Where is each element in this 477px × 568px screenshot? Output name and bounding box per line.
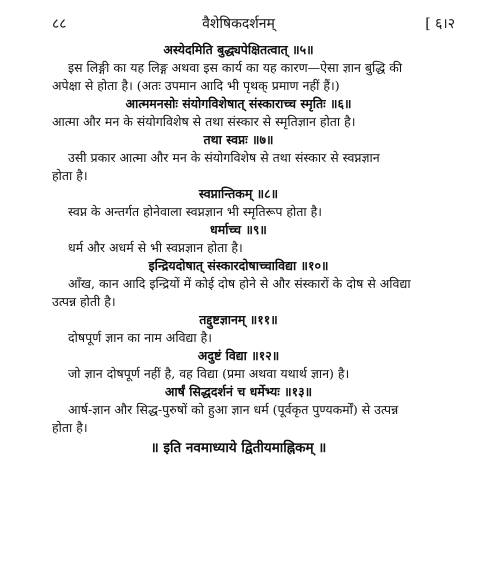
sutra-line: इन्द्रियदोषात् संस्कारदोषाच्चाविद्या ॥१०॥ xyxy=(148,258,329,273)
sutra-line: आत्ममनसोः संयोगविशेषात् संस्काराच्च स्मृतिः ॥६॥ xyxy=(125,96,352,111)
sutra-line: अदुष्टं विद्या ॥१२॥ xyxy=(197,348,280,363)
commentary-line: अपेक्षा से होता है। (अतः उपमान आदि भी पृथक् प्रमाण नहीं हैं।) xyxy=(52,78,340,93)
running-title: वैशेषिकदर्शनम् xyxy=(202,16,275,32)
commentary-line: दोषपूर्ण ज्ञान का नाम अविद्या है। xyxy=(68,330,213,345)
commentary-line: आर्ष-ज्ञान और सिद्ध-पुरुषों को हुआ ज्ञान धर्म (पूर्वकृत पुण्यकर्मों) से उत्पन्न xyxy=(68,402,399,417)
commentary-line: आत्मा और मन के संयोगविशेष से तथा संस्कार से स्मृतिज्ञान होता है। xyxy=(52,114,356,129)
sutra-line: आर्षं सिद्धदर्शनं च धर्मेभ्यः ॥१३॥ xyxy=(164,384,313,399)
commentary-line: जो ज्ञान दोषपूर्ण नहीं है, वह विद्या (प्रमा अथवा यथार्थ ज्ञान) है। xyxy=(68,366,350,381)
commentary-line: उसी प्रकार आत्मा और मन के संयोगविशेष से तथा संस्कार से स्वप्नज्ञान xyxy=(68,150,380,165)
page-number: ८८ xyxy=(52,16,67,32)
commentary-line: होता है। xyxy=(52,420,88,435)
sutra-line: तद्दुष्टज्ञानम् ॥११॥ xyxy=(199,312,278,327)
commentary-line: होता है। xyxy=(52,168,88,183)
sutra-line: ॥ इति नवमाध्याये द्वितीयमाह्निकम् ॥ xyxy=(150,440,327,456)
commentary-line: उत्पन्न होती है। xyxy=(52,294,116,309)
sutra-line: स्वप्नान्तिकम् ॥८॥ xyxy=(198,186,279,201)
commentary-line: धर्म और अधर्म से भी स्वप्नज्ञान होता है। xyxy=(68,240,243,255)
sutra-line: अस्येदमिति बुद्ध्यपेक्षितत्वात् ॥५॥ xyxy=(163,42,314,57)
sutra-reference: [ ६।२ xyxy=(425,16,455,32)
sutra-line: धर्माच्च ॥९॥ xyxy=(210,222,267,237)
commentary-line: स्वप्न के अन्तर्गत होनेवाला स्वप्नज्ञान भी स्मृतिरूप होता है। xyxy=(68,204,322,219)
sutra-line: तथा स्वप्नः ॥७॥ xyxy=(203,132,274,147)
commentary-line: आँख, कान आदि इन्द्रियों में कोई दोष होने से और संस्कारों के दोष से अविद्या xyxy=(68,276,411,291)
commentary-line: इस लिङ्गी का यह लिङ्ग अथवा इस कार्य का यह कारण—ऐसा ज्ञान बुद्धि की xyxy=(68,60,403,75)
